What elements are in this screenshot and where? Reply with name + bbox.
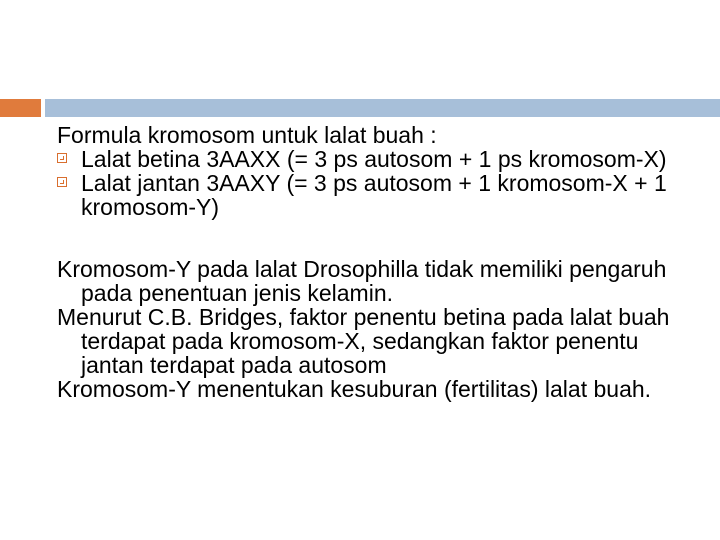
bullet-item [57,171,707,219]
intro-text: Formula kromosom untuk lalat buah : [57,122,437,148]
paragraph: Menurut C.B. Bridges, faktor penentu betina pada lalat buah terdapat pada kromosom-X, sedangkan faktor penentu jantan terdapat pada autosom [57,304,670,378]
accent-bar-blue [45,99,720,117]
slide-content [57,123,707,401]
bullet-text: Lalat jantan 3AAXY (= 3 ps autosom + 1 kromosom-X + 1 kromosom-Y) [81,170,667,220]
paragraph: Kromosom-Y menentukan kesuburan (fertilitas) lalat buah. [57,376,652,402]
bullet-list [57,147,707,219]
bullet-item [57,147,707,171]
spacer [57,219,707,257]
bullet-text: Lalat betina 3AAXX (= 3 ps autosom + 1 ps kromosom-X) [81,146,667,172]
paragraph: Kromosom-Y pada lalat Drosophilla tidak memiliki pengaruh pada penentuan jenis kelamin. [57,256,667,306]
accent-bar-orange [0,99,41,117]
square-bullet-icon [57,153,67,163]
square-bullet-icon [57,177,67,187]
